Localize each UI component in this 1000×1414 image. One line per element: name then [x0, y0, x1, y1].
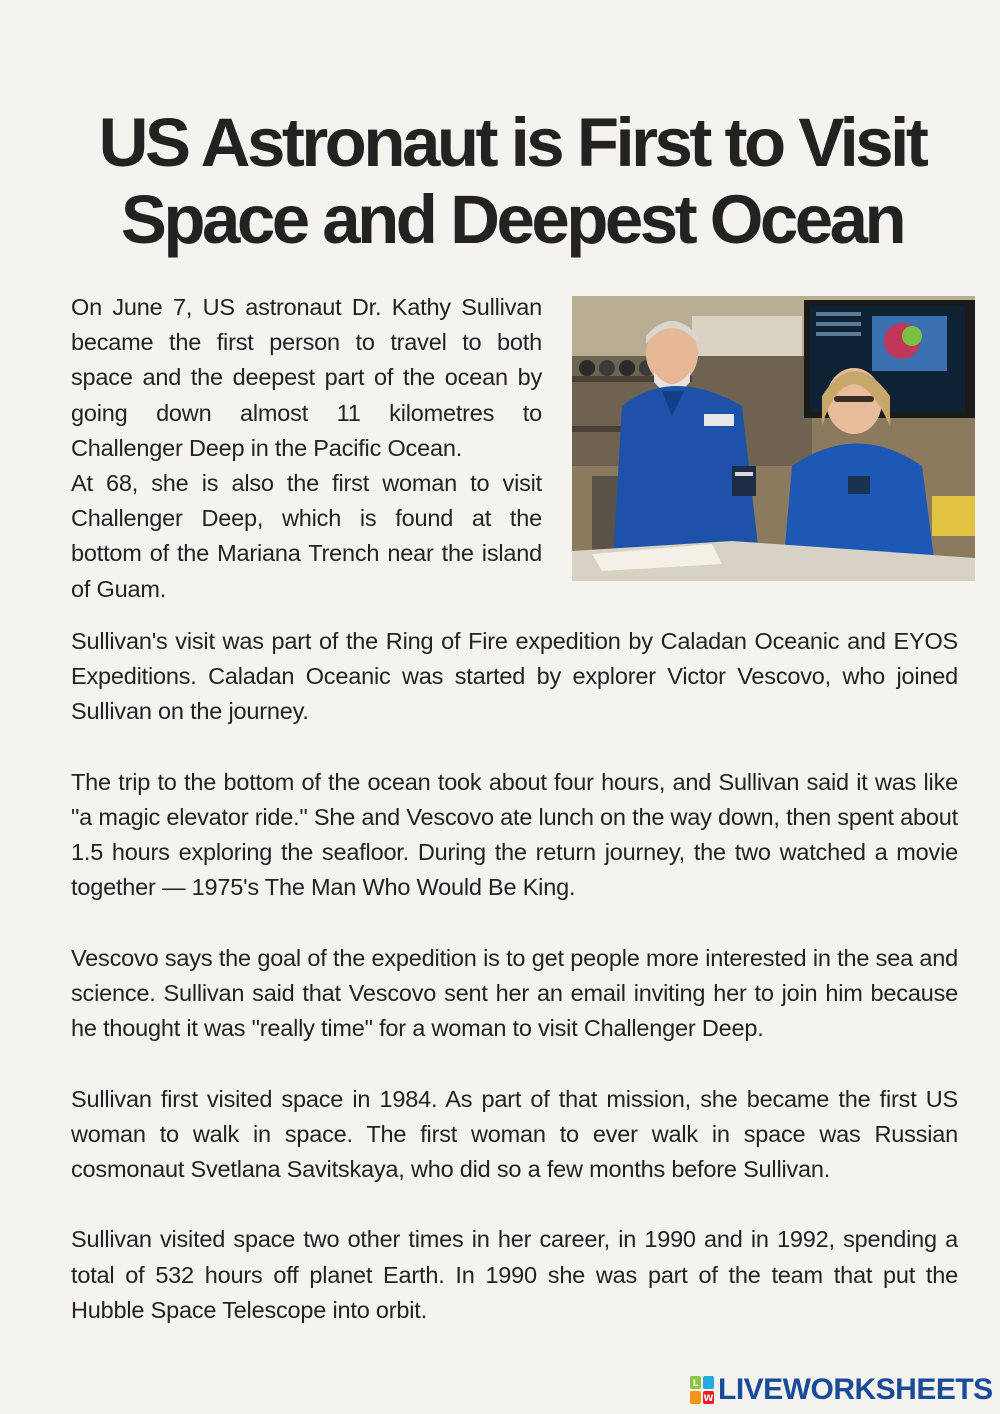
liveworksheets-logo-icon — [690, 1376, 714, 1404]
title-line-2: Space and Deepest Ocean — [120, 181, 904, 258]
logo-mark-letter-w: W — [703, 1394, 714, 1404]
title-line-1: US Astronaut is First to Visit — [98, 104, 926, 181]
intro-paragraph-2: At 68, she is also the first woman to visit Challenger Deep, which is found at the bottom of the Mariana Trench near the island of Guam. — [71, 470, 542, 602]
body-paragraph-5: Sullivan visited space two other times in her career, in 1990 and in 1992, spending a total of 532 hours off planet Earth. In 1990 she was part of the team that put the Hubble Space Telescope into orbit. — [71, 1226, 958, 1323]
article-photo — [572, 296, 975, 581]
body-paragraph-2: The trip to the bottom of the ocean took about four hours, and Sullivan said it was like "a magic elevator ride." She and Vescovo ate lunch on the way down, then spent about 1.5 hours exploring the seafloor. During the return journey, the two watched a movie together — 1975's The Man Who Would Be King. — [71, 768, 958, 901]
body-paragraph-4: Sullivan first visited space in 1984. As part of that mission, she became the first US woman to walk in space. The first woman to ever walk in space was Russian cosmonaut Svetlana Savitskaya, who did so a few months before Sullivan. — [71, 1085, 958, 1182]
body-paragraph-3: Vescovo says the goal of the expedition is to get people more interested in the sea and science. Sullivan said that Vescovo sent her an email inviting her to join him because he thought it was "really time" for a woman to visit Challenger Deep. — [71, 944, 958, 1042]
logo-mark-letter-l: L — [692, 1379, 699, 1389]
article-body — [71, 624, 958, 1363]
photo-illustration — [572, 296, 975, 581]
intro-paragraph-1: On June 7, US astronaut Dr. Kathy Sullivan became the first person to travel to both space and the deepest part of the ocean by going down almost 11 kilometres to Challenger Deep in the Pacific Ocean. — [71, 294, 542, 461]
body-paragraph-1: Sullivan's visit was part of the Ring of Fire expedition by Caladan Oceanic and EYOS Expeditions. Caladan Oceanic was started by explorer Victor Vescovo, who joined Sullivan on the journey. — [71, 628, 958, 725]
logo-text: LIVEWORKSHEETS — [718, 1373, 993, 1406]
liveworksheets-logo[interactable] — [690, 1370, 993, 1410]
intro-column — [71, 290, 542, 607]
page-title — [40, 104, 984, 258]
